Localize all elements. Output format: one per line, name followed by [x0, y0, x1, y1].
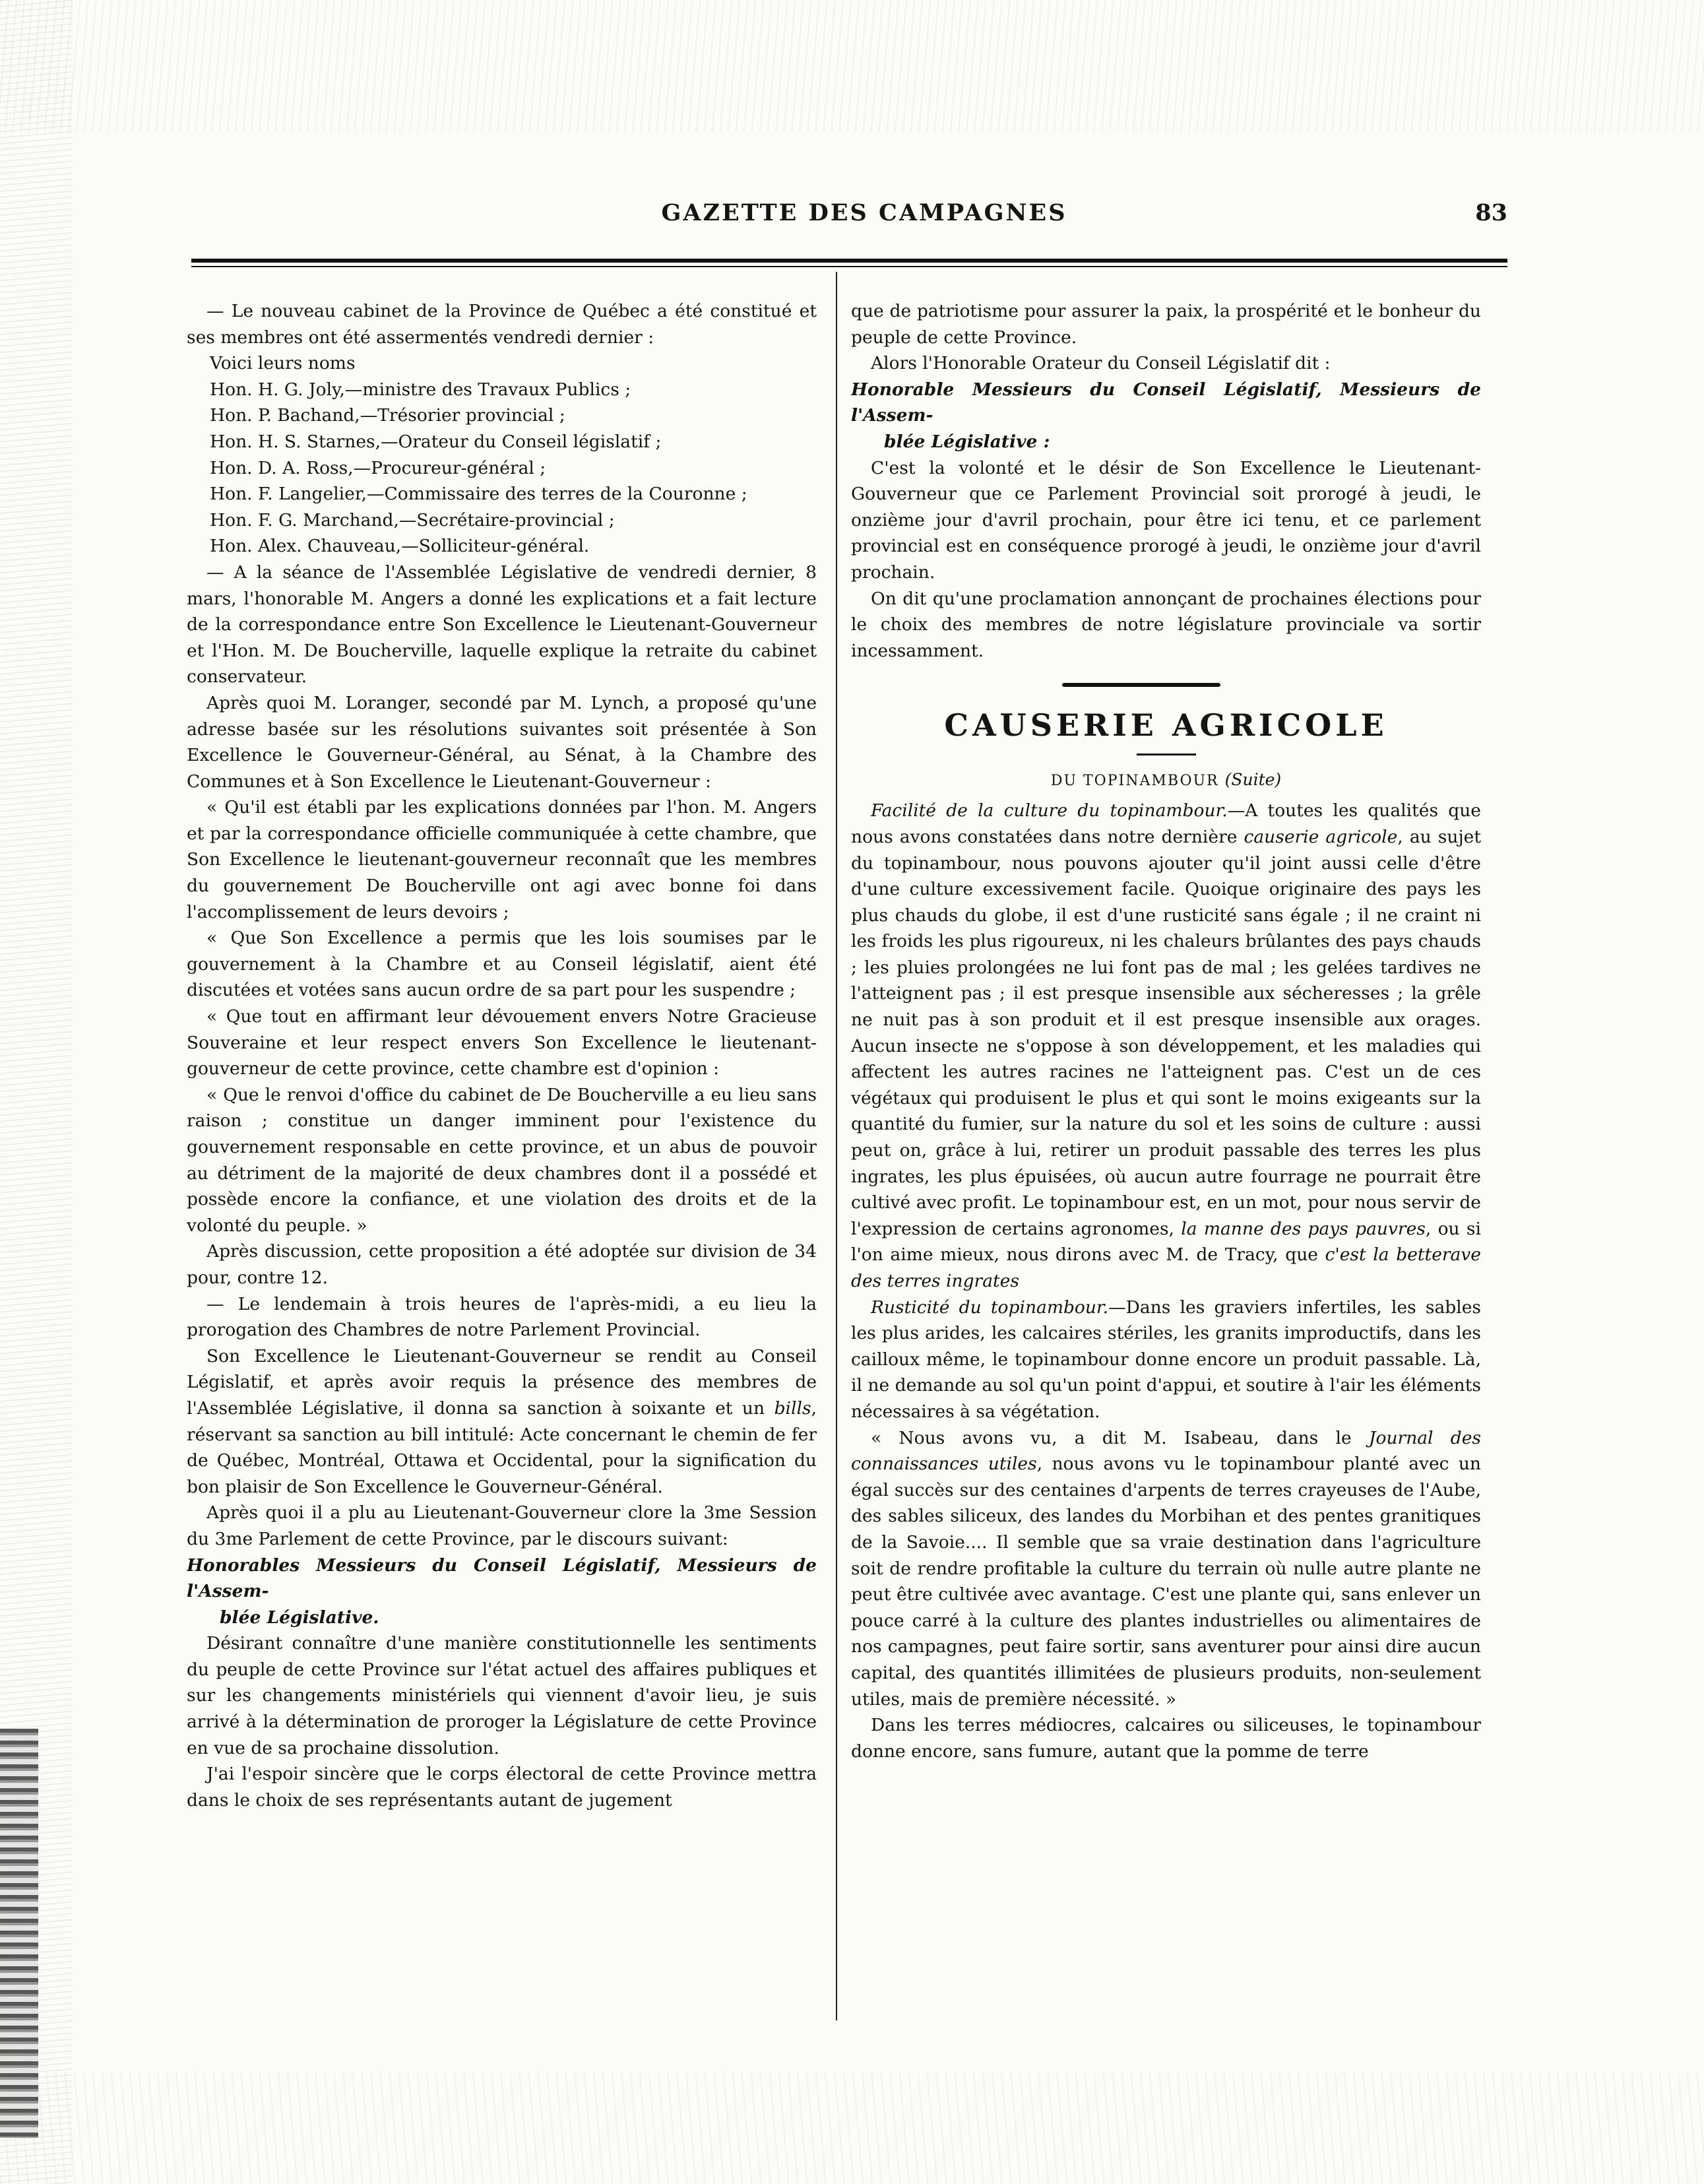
paragraph-closing: Après quoi il a plu au Lieutenant-Gouverneur clore la 3me Session du 3me Parlement de cette Province, par le discours suivant:: [187, 1502, 817, 1549]
resolution-3: « Que tout en affirmant leur dévouement envers Notre Gracieuse Souveraine et leur respect envers Son Excellence le lieutenant-gouverneur de cette province, cette chambre est d'opinion :: [187, 1006, 817, 1079]
paragraph-loranger-motion: Après quoi M. Loranger, secondé par M. Lynch, a proposé qu'une adresse basée sur les résolutions suivantes soit présentée à Son Excellence le Gouverneur-Général, au Sénat, à la Chambre des Communes et à Son Excellence le Lieutenant-Gouverneur :: [187, 692, 817, 792]
right-column: [851, 298, 1481, 2020]
member-line: Hon. H. S. Starnes,—Orateur du Conseil législatif ;: [210, 431, 662, 452]
paragraph-prorogation-date: C'est la volonté et le désir de Son Excellence le Lieutenant-Gouverneur que ce Parlement Provincial soit prorogé à jeudi, le onzième jour d'avril prochain, pour être ici tenu, et ce parlement provincial est en conséquence prorogé à jeudi, le onzième jour d'avril prochain.: [851, 457, 1481, 583]
paragraph-mediocre-lands: Dans les terres médiocres, calcaires ou siliceuses, le topinambour donne encore, sans fumure, autant que la pomme de terre: [851, 1715, 1481, 1762]
paragraph-orator: Alors l'Honorable Orateur du Conseil Législatif dit :: [871, 353, 1331, 374]
title-rule: [1137, 754, 1196, 755]
section-title: CAUSERIE AGRICOLE: [944, 707, 1388, 744]
member-line: Hon. P. Bachand,—Trésorier provincial ;: [210, 405, 565, 426]
header-rule-thick: [191, 259, 1507, 263]
members-intro: Voici leurs noms: [210, 353, 356, 374]
paragraph-prorogation: — Le lendemain à trois heures de l'après-midi, a eu lieu la prorogation des Chambres de notre Parlement Provincial.: [187, 1293, 817, 1341]
member-line: Hon. D. A. Ross,—Procureur-général ;: [210, 457, 546, 478]
resolution-2: « Que Son Excellence a permis que les lois soumises par le gouvernement à la Chambre et au Conseil législatif, aient été discutées et votées sans aucun ordre de sa part pour les suspendre ;: [187, 928, 817, 1001]
paragraph-cabinet: — Le nouveau cabinet de la Province de Québec a été constitué et ses membres ont été assermentés vendredi dernier :: [187, 301, 817, 348]
header-rule-thin: [191, 266, 1507, 267]
paragraph-speech-cont: que de patriotisme pour assurer la paix, la prospérité et le bonheur du peuple de cette Province.: [851, 301, 1481, 348]
masthead-title: GAZETTE DES CAMPAGNES: [661, 199, 1067, 226]
paragraph-assembly-session: — A la séance de l'Assemblée Législative de vendredi dernier, 8 mars, l'honorable M. Angers a donné les explications et a fait lecture de la correspondance entre Son Excellence le Lieutenant-Gouverneur et l'Hon. M. De Boucherville, laquelle explique la retraite du cabinet conservateur.: [187, 562, 817, 688]
resolution-4: « Que le renvoi d'office du cabinet de De Boucherville a eu lieu sans raison ; constitue un danger imminent pour l'existence du gouvernement responsable en cette province, et un abus de pouvoir au détriment de la majorité de deux chambres dont il a possédé et possède encore la confiance, et une violation des droits et de la volonté du peuple. »: [187, 1084, 817, 1236]
section-separator: [851, 674, 1481, 697]
paragraph-isabeau-quote: « Nous avons vu, a dit M. Isabeau, dans le Journal des connaissances utiles, nous avons vu le topinambour planté avec un égal succès sur des centaines d'arpents de terres crayeuses de l'Aube, des sables siliceux, des landes du Morbihan et des pentes granitiques de la Savoie.... Il semble que sa vraie destination dans l'agriculture soit de rendre profitable la culture du terrain où nulle autre plante ne peut être cultivée avec avantage. C'est une plante qui, sans enlever un pouce carré à la culture des plantes industrielles ou alimentaires de nos campagnes, peut faire sortir, sans aventurer pour ainsi dire aucun capital, des quantités illimitées de plusieurs produits, non-seulement utiles, mais de première nécessité. »: [851, 1427, 1481, 1710]
paragraph-rusticity: Rusticité du topinambour.—Dans les graviers infertiles, les sables les plus arides, les calcaires stériles, les granits improductifs, dans les cailloux même, le topinambour donne encore un produit passable. Là, il ne demande au sol qu'un point d'appui, et soutire à l'air les éléments nécessaires à sa végétation.: [851, 1297, 1481, 1422]
paragraph-sanction: Son Excellence le Lieutenant-Gouverneur se rendit au Conseil Législatif, et après avoir requis la présence des membres de l'Assemblée Législative, il donna sa sanction à soixante et un bills, réservant sa sanction au bill intitulé: Acte concernant le chemin de fer de Québec, Montréal, Ottawa et Occidental, pour la signification du bon plaisir de Son Excellence le Gouverneur-Général.: [187, 1345, 817, 1497]
page-number: 83: [1475, 199, 1507, 226]
page-speckle-bottom: [0, 2072, 1704, 2184]
resolution-1: « Qu'il est établi par les explications données par l'hon. M. Angers et par la correspondance officielle communiquée à cette chambre, que Son Excellence le lieutenant-gouverneur reconnaît que les membres du gouvernement De Boucherville ont agi avec bonne foi dans l'accomplissement de leurs devoirs ;: [187, 797, 817, 922]
scan-edge-shadow: [0, 1729, 38, 2138]
member-line: Hon. H. G. Joly,—ministre des Travaux Publics ;: [210, 379, 631, 400]
paragraph-facility: Facilité de la culture du topinambour.—A toutes les qualités que nous avons constatées dans notre dernière causerie agricole, au sujet du topinambour, nous pouvons ajouter qu'il joint aussi celle d'être d'une culture excessivement facile. Quoique originaire des pays les plus chauds du globe, il est d'une rusticité sans égale ; il ne craint ni les froids les plus rigoureux, ni les chaleurs brûlantes des pays chauds ; les pluies prolongées ne lui font pas de mal ; les gelées tardives ne l'atteignent pas ; il est presque insensible aux sécheresses ; la grêle ne nuit pas à son produit et il est presque insensible aux orages. Aucun insecte ne s'oppose à son développement, et les maladies qui affectent les autres racines ne l'atteignent pas. C'est un de ces végétaux qui produisent le plus et qui sont le moins exigeants sur la quantité du fumier, sur la nature du sol et les soins de culture : aussi peut on, grâce à lui, retirer un produit passable des terres les plus ingrates, les plus épuisées, où aucun autre fourrage ne pourrait être cultivé avec profit. Le topinambour est, en un mot, pour nous servir de l'expression de certains agronomes, la manne des pays pauvres, ou si l'on aime mieux, nous dirons avec M. de Tracy, que c'est la betterave des terres ingrates: [851, 800, 1481, 1291]
section-subtitle: DU TOPINAMBOUR (Suite): [1050, 770, 1282, 790]
member-line: Hon. F. G. Marchand,—Secrétaire-provincial ;: [210, 509, 615, 530]
member-line: Hon. Alex. Chauveau,—Solliciteur-général.: [210, 536, 590, 557]
left-column: [187, 298, 817, 2020]
column-divider: [836, 272, 837, 2020]
paragraph-speech-2: J'ai l'espoir sincère que le corps électoral de cette Province mettra dans le choix de ses représentants autant de jugement: [187, 1764, 817, 1811]
page-speckle-top: [0, 0, 1704, 132]
member-line: Hon. F. Langelier,—Commissaire des terres de la Couronne ;: [210, 484, 747, 505]
paragraph-vote: Après discussion, cette proposition a été adoptée sur division de 34 pour, contre 12.: [187, 1241, 817, 1288]
paragraph-proclamation: On dit qu'une proclamation annonçant de prochaines élections pour le choix des membres de notre législature provinciale va sortir incessamment.: [851, 588, 1481, 661]
paragraph-speech-1: Désirant connaître d'une manière constitutionnelle les sentiments du peuple de cette Province sur l'état actuel des affaires publiques et sur les changements ministériels qui viennent d'avoir lieu, je suis arrivé à la détermination de proroger la Législature de cette Province en vue de sa prochaine dissolution.: [187, 1633, 817, 1758]
address-heading-2: Honorable Messieurs du Conseil Législatif, Messieurs de l'Assem- blée Législative :: [851, 379, 1481, 452]
address-heading: Honorables Messieurs du Conseil Législatif, Messieurs de l'Assem- blée Législative.: [187, 1555, 817, 1628]
